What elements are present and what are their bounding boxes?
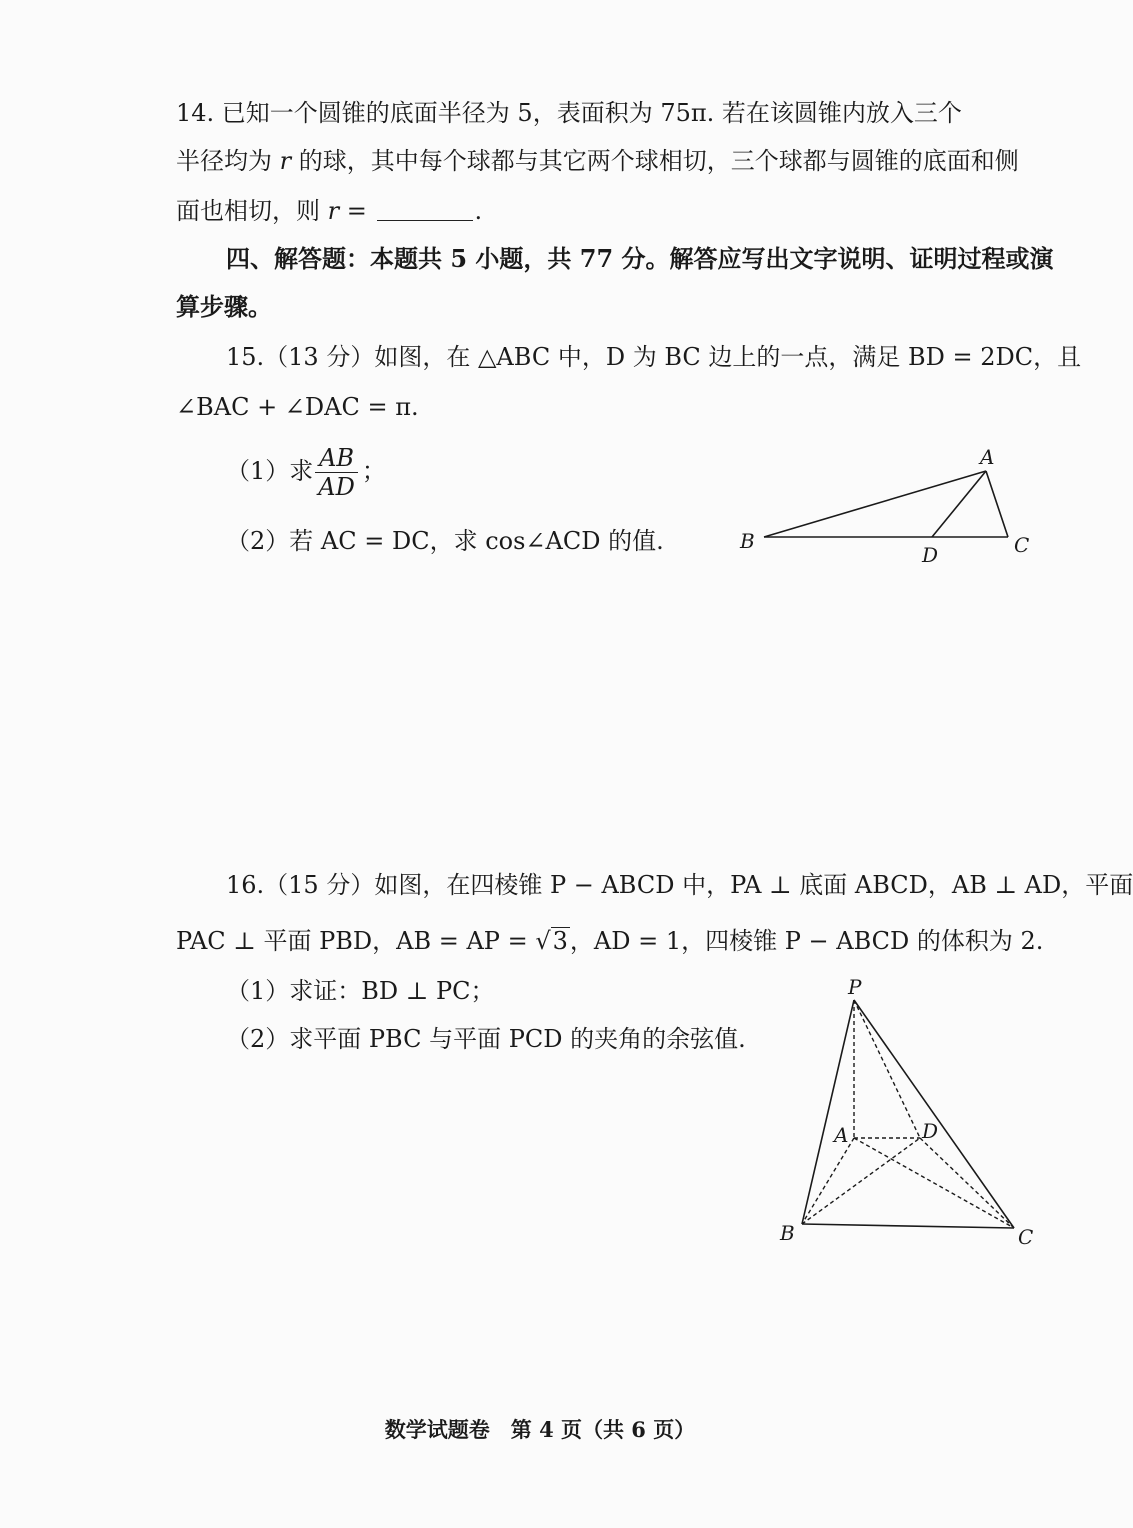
q16-line2: PAC ⊥ 平面 PBD，AB = AP = √3，AD = 1，四棱锥 P − ABCD 的体积为 2. <box>176 927 1044 955</box>
q14-var-r: r <box>279 147 292 175</box>
q14-answer-blank <box>377 198 473 221</box>
q16-edge-PB <box>802 1000 854 1224</box>
q16-label-C: C <box>1018 1225 1034 1249</box>
q15-segment-AC <box>986 471 1008 537</box>
section4-line2: 算步骤。 <box>176 292 272 321</box>
q16-line2-a: PAC ⊥ 平面 PBD，AB = AP = <box>176 927 536 955</box>
section4-line1: 四、解答题：本题共 5 小题，共 77 分。解答应写出文字说明、证明过程或演 <box>226 244 1054 273</box>
q15-line1: 15.（13 分）如图，在 △ABC 中，D 为 BC 边上的一点，满足 BD = 2DC，且 <box>226 343 1082 371</box>
q16-label-P: P <box>848 975 862 999</box>
q14-line2-a: 半径均为 <box>176 147 280 175</box>
q16-label-A: A <box>834 1123 849 1147</box>
q16-edge-PD <box>854 1000 920 1138</box>
q14-var-r-answer: r <box>327 197 340 225</box>
q16-line2-b: ，AD = 1，四棱锥 P − ABCD 的体积为 2. <box>569 927 1044 955</box>
q15-fraction-num: AB <box>315 444 358 473</box>
q16-line1: 16.（15 分）如图，在四棱锥 P − ABCD 中，PA ⊥ 底面 ABCD，AB ⊥ AD，平面 <box>226 871 1133 899</box>
q14-line3 <box>176 194 482 228</box>
q16-sqrt-value: 3 <box>552 927 568 955</box>
q15-segment-AD <box>932 471 986 537</box>
q15-label-D: D <box>922 543 939 567</box>
q15-triangle-figure <box>736 440 1036 570</box>
q15-part2: （2）若 AC = DC，求 cos∠ACD 的值. <box>226 527 664 555</box>
q16-part1: （1）求证：BD ⊥ PC； <box>226 977 495 1005</box>
page-footer: 数学试题卷 第 4 页（共 6 页） <box>384 1417 696 1442</box>
q16-pyramid-figure <box>770 970 1034 1260</box>
q15-fraction <box>315 444 358 501</box>
q16-label-B: B <box>780 1221 795 1245</box>
q15-label-B: B <box>740 529 755 553</box>
q16-edge-BC <box>802 1224 1014 1228</box>
q14-line3-b: = <box>339 197 375 225</box>
q15-part1 <box>226 444 386 501</box>
q14-line3-end: . <box>474 197 483 225</box>
q16-edge-PC <box>854 1000 1014 1228</box>
q16-edge-AB <box>802 1138 854 1224</box>
q15-part1-suffix: ； <box>361 457 386 485</box>
q14-line2 <box>176 144 1019 178</box>
q16-label-D: D <box>922 1119 939 1143</box>
q15-label-A: A <box>980 445 995 469</box>
q15-segment-BA <box>764 471 986 537</box>
q14-line2-b: 的球，其中每个球都与其它两个球相切，三个球都与圆锥的底面和侧 <box>291 147 1019 175</box>
q15-label-C: C <box>1014 533 1030 557</box>
q16-diag-AC <box>854 1138 1014 1228</box>
q15-fraction-den: AD <box>318 473 355 501</box>
q14-line3-a: 面也相切，则 <box>176 197 328 225</box>
q15-part1-prefix: （1）求 <box>226 457 314 485</box>
q14-line1: 14. 已知一个圆锥的底面半径为 5，表面积为 75π. 若在该圆锥内放入三个 <box>176 99 962 127</box>
q16-part2: （2）求平面 PBC 与平面 PCD 的夹角的余弦值. <box>226 1025 746 1053</box>
q15-line2: ∠BAC + ∠DAC = π. <box>176 393 419 421</box>
